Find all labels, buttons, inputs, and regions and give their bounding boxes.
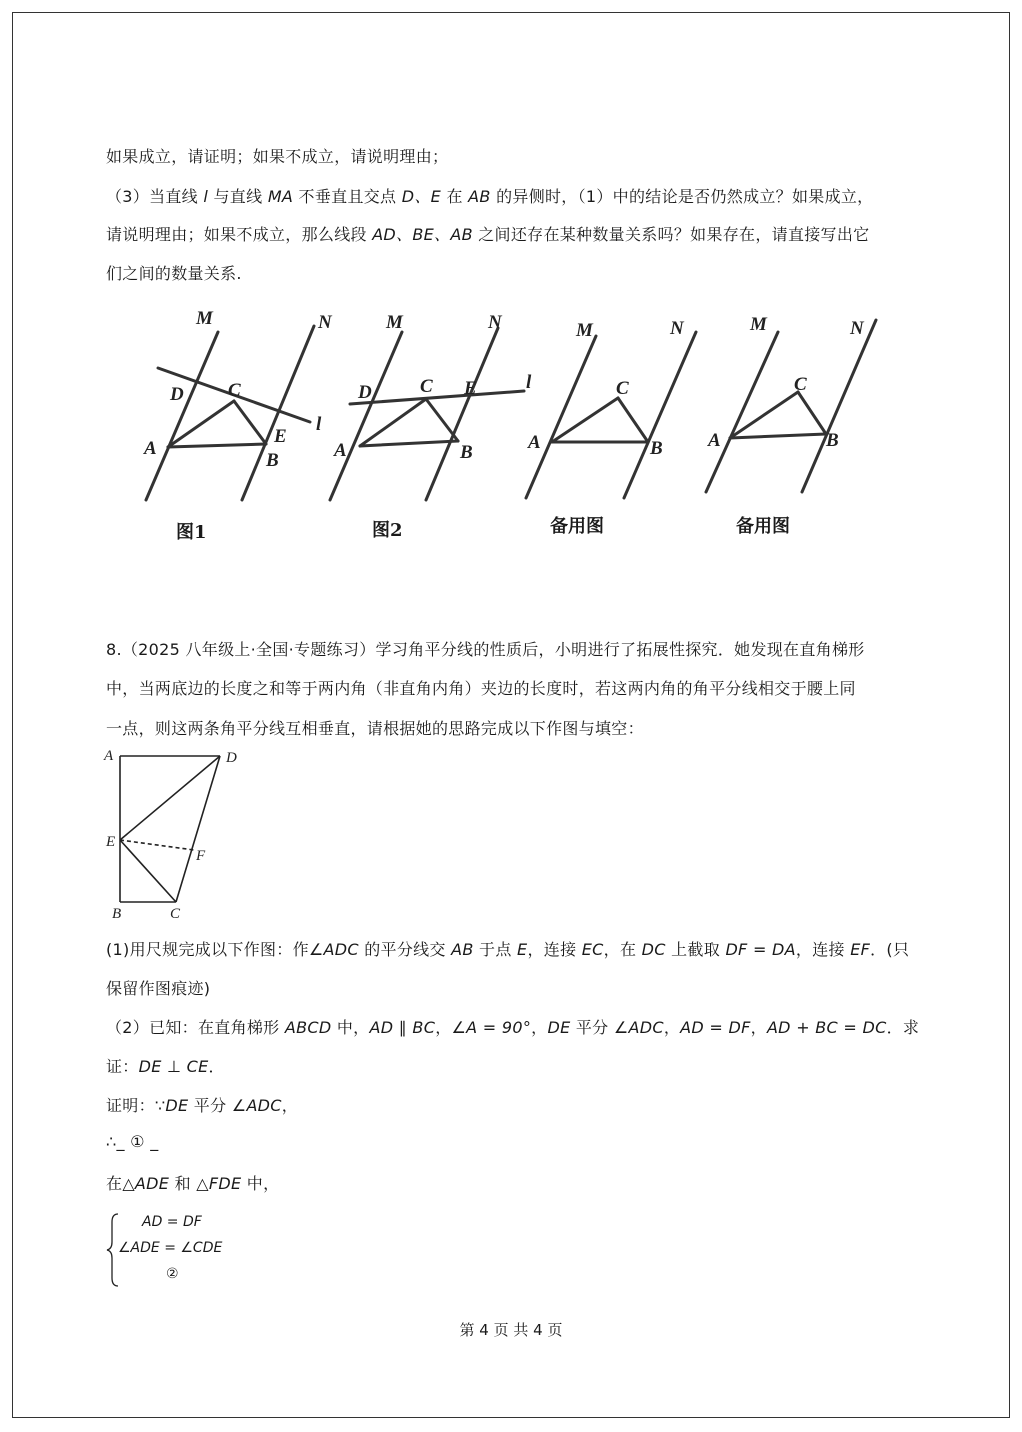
fig3-label-N: N [670, 318, 684, 339]
segment-EC [120, 840, 176, 902]
fig3-segment-CB [618, 398, 648, 442]
system-row-3: ② [166, 1266, 179, 1282]
fig4-label-A: A [708, 430, 721, 451]
fig3-line-M [526, 336, 596, 498]
fig2-label-C: C [420, 376, 433, 397]
fig3-label-B: B [650, 438, 663, 459]
caption-fig2: 图2 [372, 520, 403, 541]
page-footer: 第 4 页 共 4 页 [459, 1321, 563, 1339]
caption-fig1: 图1 [176, 522, 207, 543]
text-line-4: 们之间的数量关系. [106, 264, 242, 283]
proof-line-2: ∴_ ① _ [106, 1132, 159, 1151]
fig1-label-D: D [170, 384, 184, 405]
fig1-line-N [242, 326, 314, 500]
caption-spare-2: 备用图 [736, 516, 790, 537]
segment-DC [176, 756, 220, 902]
fig2-label-B: B [460, 442, 473, 463]
fig1-label-M: M [196, 308, 213, 329]
trap-label-C: C [170, 906, 181, 922]
fig2-label-A: A [334, 440, 347, 461]
fig4-label-B: B [826, 430, 839, 451]
congruence-system [106, 1212, 306, 1288]
text-line-2: （3）当直线 l 与直线 MA 不垂直且交点 D、E 在 AB 的异侧时，（1）中的结论是否仍然成立？如果成立， [106, 187, 874, 206]
fig1-label-N: N [318, 312, 332, 333]
fig2-label-N: N [488, 312, 502, 333]
fig3-label-C: C [616, 378, 629, 399]
fig1-segment-AB [168, 444, 266, 447]
proof-line-1: 证明：∵DE 平分 ∠ADC， [106, 1096, 299, 1115]
trap-label-E: E [106, 834, 116, 850]
q8-line-1: 8.（2025 八年级上·全国·专题练习）学习角平分线的性质后，小明进行了拓展性探究．她发现在直角梯形 [106, 640, 865, 659]
fig2-segment-AB [360, 441, 458, 446]
trap-label-A: A [104, 748, 114, 764]
fig1-segment-CB [234, 401, 266, 444]
fig1-label-E: E [274, 426, 287, 447]
fig2-label-M: M [386, 312, 403, 333]
segment-EF-dashed [120, 840, 194, 850]
trap-label-F: F [196, 848, 206, 864]
fig2-segment-CB [426, 399, 458, 441]
fig3-label-M: M [576, 320, 593, 341]
fig4-segment-AB [730, 434, 826, 438]
trapezoid-figure [100, 742, 260, 926]
fig2-label-l: l [526, 372, 532, 393]
fig4-label-M: M [750, 314, 767, 335]
figures-row [130, 300, 930, 510]
system-row-2: ∠ADE = ∠CDE [118, 1240, 223, 1256]
fig1-label-A: A [144, 438, 157, 459]
caption-spare-1: 备用图 [550, 516, 604, 537]
fig1-line-M [146, 332, 218, 500]
text-line-1: 如果成立，请证明；如果不成立，请说明理由； [106, 147, 449, 166]
fig3-line-N [624, 332, 696, 498]
trap-label-D: D [226, 750, 237, 766]
fig2-line-M [330, 332, 402, 500]
fig2-label-E: E [464, 378, 477, 399]
fig1-label-B: B [266, 450, 279, 471]
fig4-label-C: C [794, 374, 807, 395]
fig1-label-C: C [228, 380, 241, 401]
q8-part2-line-1: （2）已知：在直角梯形 ABCD 中，AD ∥ BC，∠A = 90°，DE 平分 ∠ADC，AD = DF，AD + BC = DC．求 [106, 1018, 920, 1037]
fig4-label-N: N [850, 318, 864, 339]
q8-line-2: 中，当两底边的长度之和等于两内角（非直角内角）夹边的长度时，若这两内角的角平分线相交于腰上同 [106, 679, 856, 698]
q8-part1-line-1: (1)用尺规完成以下作图：作∠ADC 的平分线交 AB 于点 E，连接 EC，在 DC 上截取 DF = DA，连接 EF．(只 [106, 940, 910, 959]
q8-line-3: 一点，则这两条角平分线互相垂直，请根据她的思路完成以下作图与填空： [106, 719, 644, 738]
q8-part1-line-2: 保留作图痕迹) [106, 979, 211, 998]
fig4-segment-CB [798, 392, 826, 434]
segment-ED [120, 756, 220, 840]
fig1-label-l: l [316, 414, 322, 435]
proof-line-3: 在△ADE 和 △FDE 中， [106, 1174, 280, 1193]
system-row-1: AD = DF [142, 1214, 202, 1230]
fig2-label-D: D [358, 382, 372, 403]
q8-part2-line-2: 证：DE ⊥ CE． [106, 1057, 225, 1076]
trap-label-B: B [112, 906, 122, 922]
fig4-line-N [802, 320, 876, 492]
fig3-segment-AC [552, 398, 618, 442]
text-line-3: 请说明理由；如果不成立，那么线段 AD、BE、AB 之间还存在某种数量关系吗？如果存在，请直接写出它 [106, 225, 870, 244]
fig3-label-A: A [528, 432, 541, 453]
